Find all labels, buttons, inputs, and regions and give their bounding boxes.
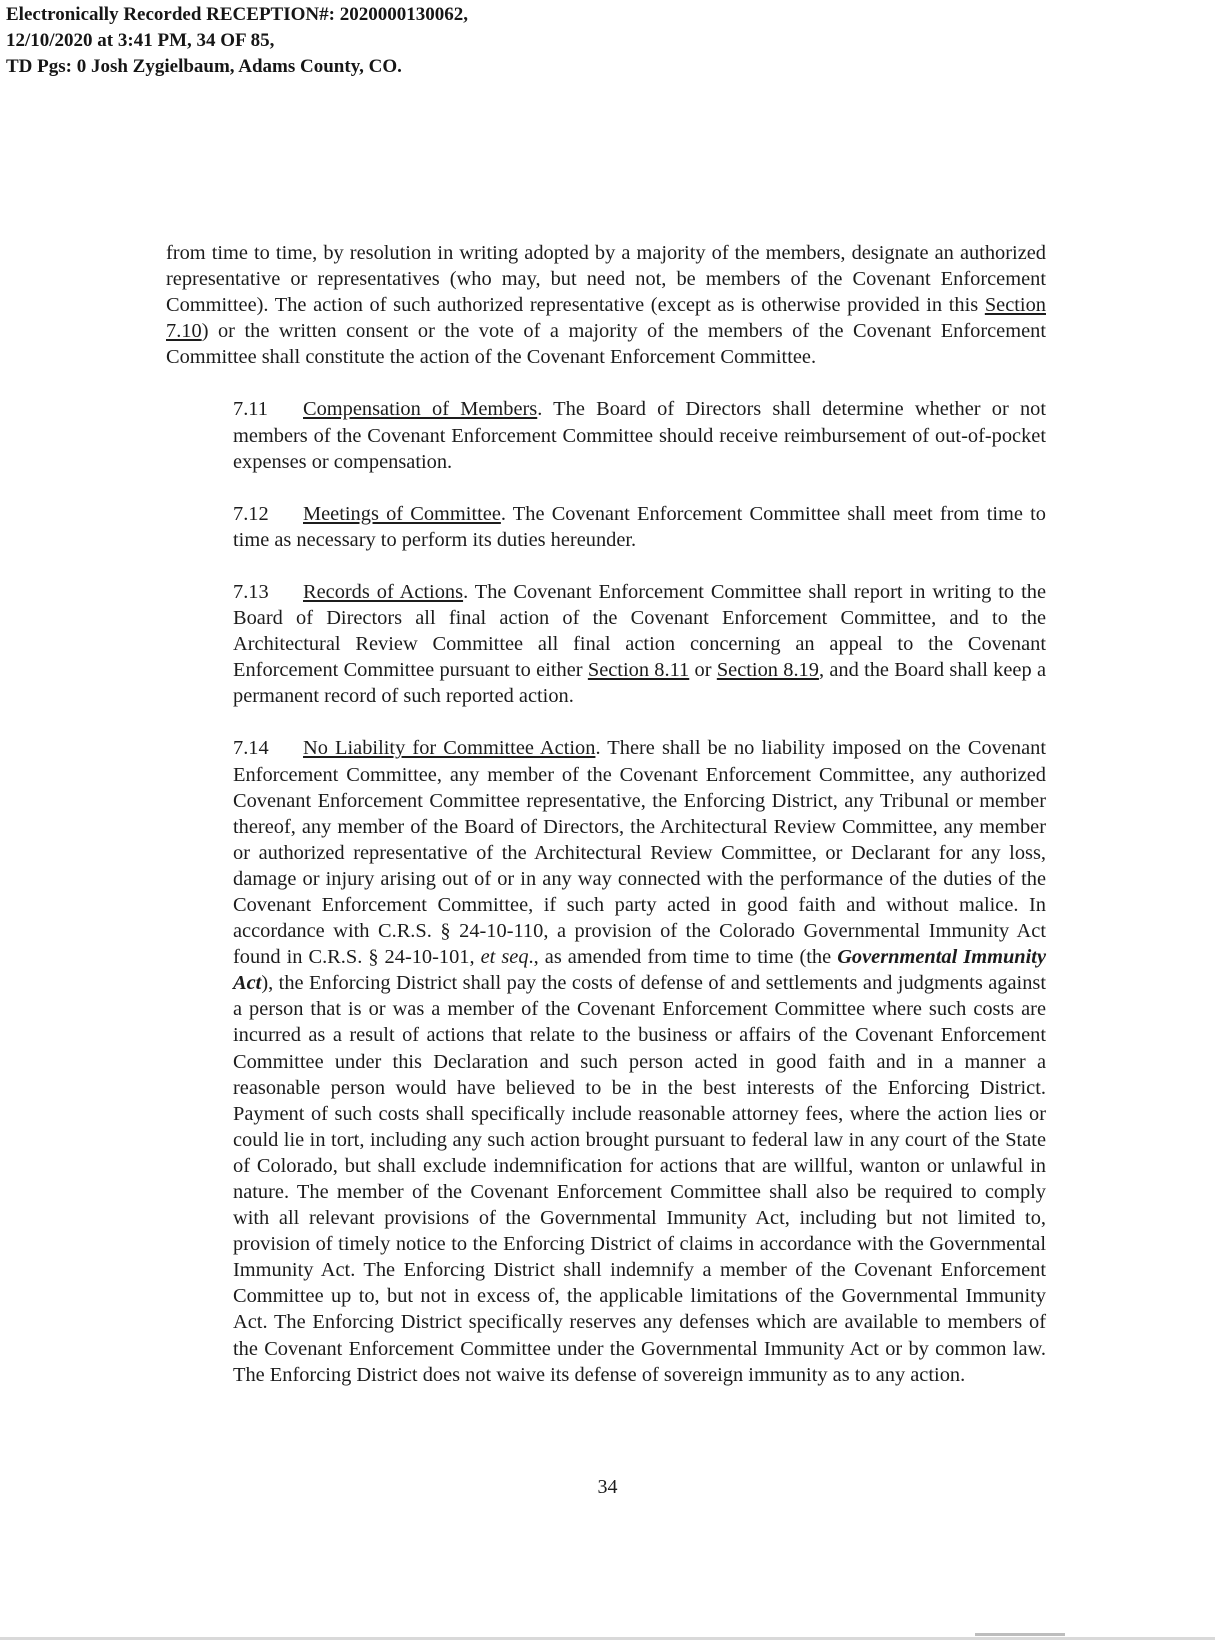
section-text: . The Covenant Enforcement Committee shall report in writing to the Board of Directors all final action of the Covenant Enforcement Committee, and to the Architectural Review Committee all final action concerning an appeal to the Covenant Enforcement Committee pursuant to either <box>233 580 1046 682</box>
section-reference: Section 8.19 <box>716 659 819 682</box>
section-text: , and the Board shall keep a permanent record of such reported action. <box>233 659 1047 708</box>
paragraph-text: ) or the written consent or the vote of a majority of the members of the Covenant Enforcement Committee shall constitute the action of the Covenant Enforcement Committee. <box>166 320 1046 369</box>
paragraph-continuation <box>166 240 1046 370</box>
section-heading: Records of Actions <box>303 580 464 603</box>
scan-artifact <box>975 1633 1065 1636</box>
recording-stamp-line-3: TD Pgs: 0 Josh Zygielbaum, Adams County, CO. <box>6 56 402 77</box>
section-heading: No Liability for Committee Action <box>303 737 596 760</box>
section-7-14 <box>166 735 1046 1387</box>
page-number: 34 <box>597 1476 618 1498</box>
section-text: ), the Enforcing District shall pay the costs of defense of and settlements and judgments against a person that is or was a member of the Covenant Enforcement Committee where such costs are incurred as a result of actions that relate to the business or affairs of the Covenant Enforcement Committee under this Declaration and such person acted in good faith and in a manner a reasonable person would have believed to be in the best interests of the Enforcing District. Payment of such costs shall specifically include reasonable attorney fees, where the action lies or could lie in tort, including any such action brought pursuant to federal law in any court of the State of Colorado, but shall exclude indemnification for actions that are willful, wanton or unlawful in nature. The member of the Covenant Enforcement Committee shall also be required to comply with all relevant provisions of the Governmental Immunity Act, including but not limited to, provision of timely notice to the Enforcing District of claims in accordance with the Governmental Immunity Act. The Enforcing District shall indemnify a member of the Covenant Enforcement Committee up to, but not in excess of, the applicable limitations of the Governmental Immunity Act. The Enforcing District specifically reserves any defenses which are available to members of the Covenant Enforcement Committee under the Governmental Immunity Act or by common law. The Enforcing District does not waive its defense of sovereign immunity as to any action. <box>233 972 1046 1386</box>
section-7-12 <box>166 501 1046 553</box>
section-number: 7.14 <box>233 737 269 760</box>
recording-stamp <box>6 2 468 80</box>
section-heading: Compensation of Members <box>303 398 538 421</box>
document-body <box>166 240 1046 1414</box>
paragraph-text: from time to time, by resolution in writing adopted by a majority of the members, designate an authorized representative or representatives (who may, but need not, be members of the Covenant Enforcement Committee). The action of such authorized representative (except as is otherwise provided in this <box>166 242 1046 317</box>
recording-stamp-line-2: 12/10/2020 at 3:41 PM, 34 OF 85, <box>6 30 275 51</box>
section-text: . The Board of Directors shall determine whether or not members of the Covenant Enforcement Committee should receive reimbursement of out-of-pocket expenses or compensation. <box>233 398 1046 473</box>
recording-stamp-line-1: Electronically Recorded RECEPTION#: 2020000130062, <box>6 4 468 25</box>
section-text: or <box>689 659 717 682</box>
defined-term: Governmental Immunity Act <box>233 946 1047 995</box>
section-number: 7.12 <box>233 502 269 525</box>
section-number: 7.11 <box>233 398 268 421</box>
section-number: 7.13 <box>233 580 269 603</box>
section-text: ., as amended from time to time (the <box>528 946 838 969</box>
section-text: . The Covenant Enforcement Committee shall meet from time to time as necessary to perform its duties hereunder. <box>233 502 1046 551</box>
section-reference: Section 7.10 <box>166 294 1046 343</box>
scan-edge-line <box>0 1637 1215 1640</box>
section-7-13 <box>166 579 1046 709</box>
section-heading: Meetings of Committee <box>303 502 501 525</box>
latin-term: et seq <box>480 946 529 969</box>
section-text: . There shall be no liability imposed on the Covenant Enforcement Committee, any member of the Covenant Enforcement Committee, any authorized Covenant Enforcement Committee representative, the Enforcing District, any Tribunal or member thereof, any member of the Board of Directors, the Architectural Review Committee, any member or authorized representative of the Architectural Review Committee, or Declarant for any loss, damage or injury arising out of or in any way connected with the performance of the duties of the Covenant Enforcement Committee, if such party acted in good faith and without malice. In accordance with C.R.S. § 24-10-110, a provision of the Colorado Governmental Immunity Act found in C.R.S. § 24-10-101, <box>233 737 1047 969</box>
section-reference: Section 8.11 <box>587 659 690 682</box>
section-7-11 <box>166 396 1046 474</box>
